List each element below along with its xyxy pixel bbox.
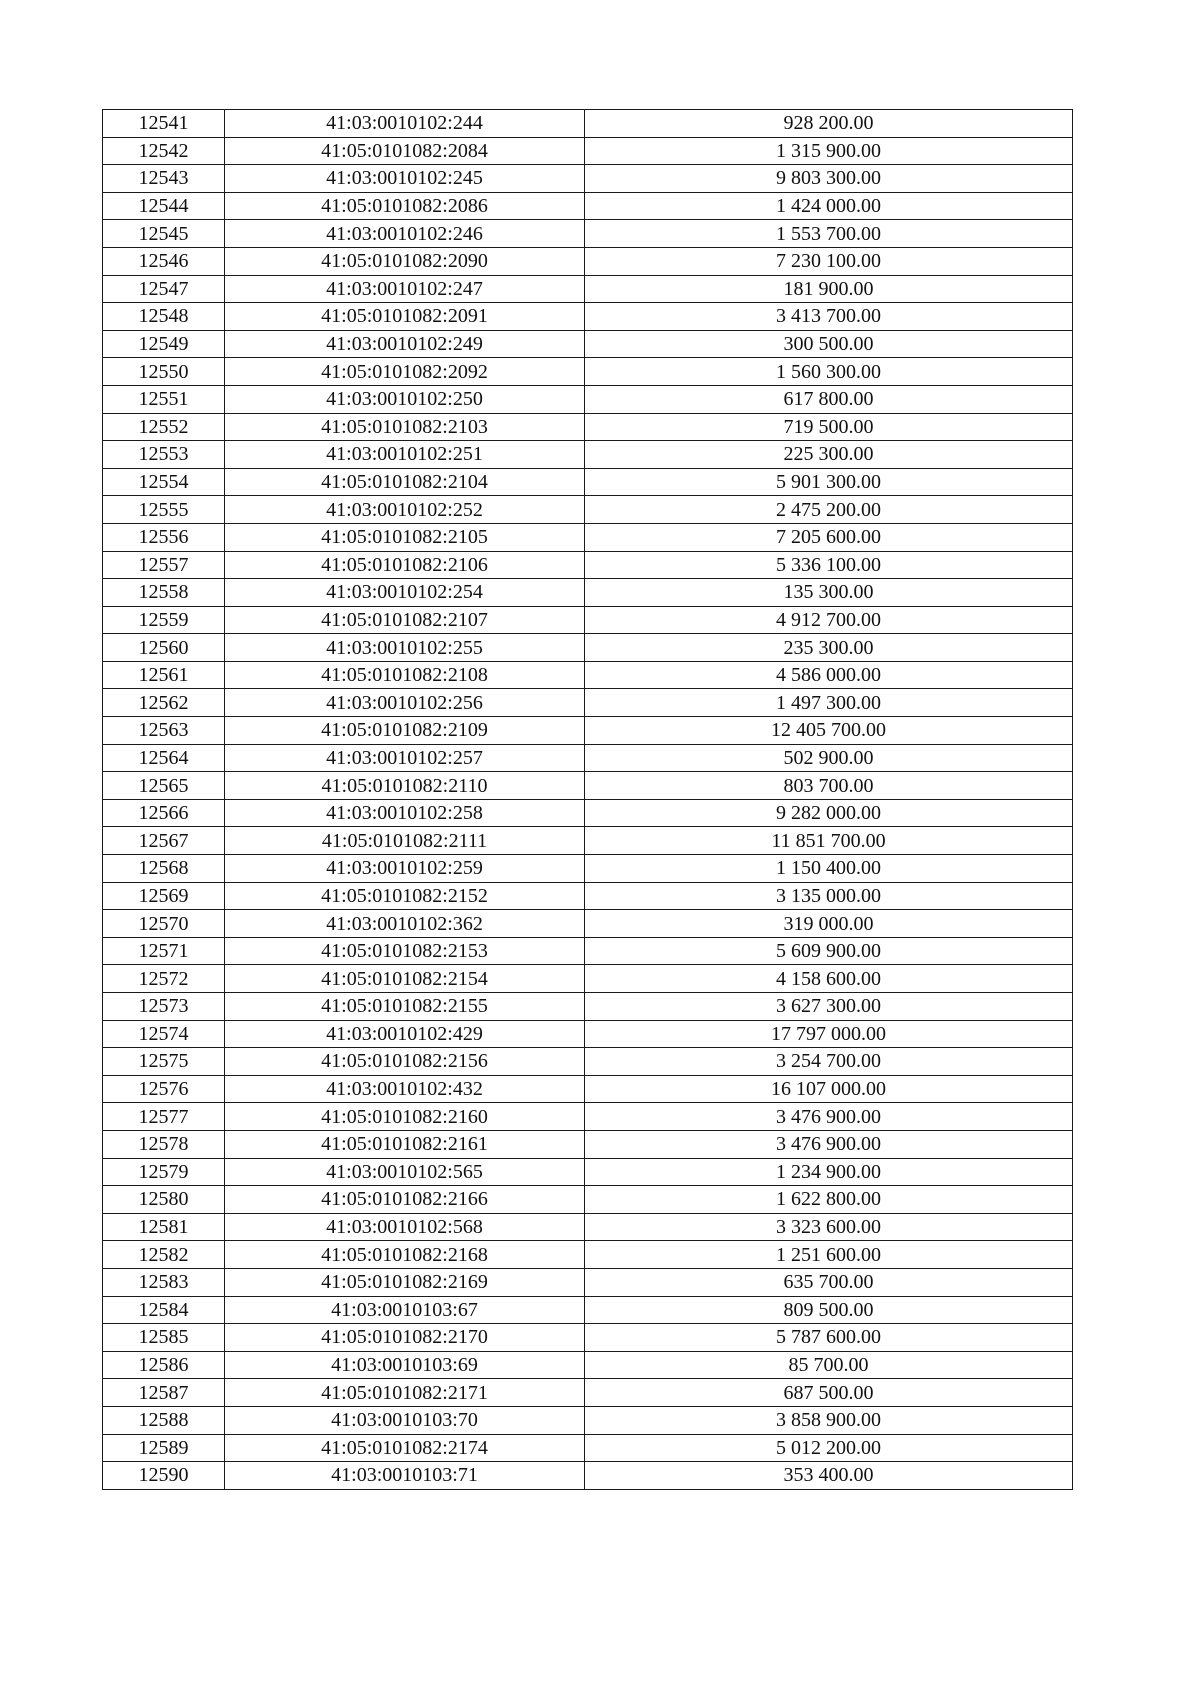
cadastral-value-cell: 235 300.00	[585, 634, 1073, 662]
cadastral-value-cell: 1 251 600.00	[585, 1241, 1073, 1269]
row-number-cell: 12558	[103, 579, 225, 607]
row-number-cell: 12550	[103, 358, 225, 386]
row-number-cell: 12564	[103, 744, 225, 772]
table-row	[103, 1241, 1073, 1269]
cadastral-value-cell: 1 424 000.00	[585, 192, 1073, 220]
cadastral-number-cell: 41:05:0101082:2092	[225, 358, 585, 386]
table-row	[103, 468, 1073, 496]
cadastral-value-cell: 635 700.00	[585, 1268, 1073, 1296]
cadastral-number-cell: 41:03:0010102:245	[225, 165, 585, 193]
table-row	[103, 413, 1073, 441]
cadastral-value-cell: 502 900.00	[585, 744, 1073, 772]
row-number-cell: 12590	[103, 1462, 225, 1490]
row-number-cell: 12559	[103, 606, 225, 634]
cadastral-value-cell: 319 000.00	[585, 910, 1073, 938]
cadastral-number-cell: 41:05:0101082:2084	[225, 137, 585, 165]
cadastral-value-cell: 3 254 700.00	[585, 1048, 1073, 1076]
table-row	[103, 303, 1073, 331]
cadastral-number-cell: 41:03:0010102:251	[225, 441, 585, 469]
cadastral-value-cell: 225 300.00	[585, 441, 1073, 469]
cadastral-value-cell: 3 476 900.00	[585, 1103, 1073, 1131]
row-number-cell: 12567	[103, 827, 225, 855]
cadastral-value-cell: 3 413 700.00	[585, 303, 1073, 331]
row-number-cell: 12585	[103, 1324, 225, 1352]
table-row	[103, 579, 1073, 607]
cadastral-number-cell: 41:03:0010102:259	[225, 855, 585, 883]
row-number-cell: 12581	[103, 1213, 225, 1241]
cadastral-number-cell: 41:05:0101082:2161	[225, 1130, 585, 1158]
row-number-cell: 12555	[103, 496, 225, 524]
table-row	[103, 772, 1073, 800]
cadastral-number-cell: 41:05:0101082:2169	[225, 1268, 585, 1296]
cadastral-value-cell: 809 500.00	[585, 1296, 1073, 1324]
table-row	[103, 1075, 1073, 1103]
row-number-cell: 12542	[103, 137, 225, 165]
row-number-cell: 12569	[103, 882, 225, 910]
cadastral-value-table	[102, 109, 1073, 1490]
cadastral-value-cell: 5 012 200.00	[585, 1434, 1073, 1462]
table-row	[103, 1268, 1073, 1296]
table-row	[103, 1434, 1073, 1462]
cadastral-number-cell: 41:03:0010102:244	[225, 110, 585, 138]
table-row	[103, 192, 1073, 220]
cadastral-value-cell: 3 858 900.00	[585, 1406, 1073, 1434]
cadastral-number-cell: 41:05:0101082:2160	[225, 1103, 585, 1131]
cadastral-number-cell: 41:05:0101082:2110	[225, 772, 585, 800]
cadastral-number-cell: 41:05:0101082:2108	[225, 661, 585, 689]
cadastral-number-cell: 41:03:0010103:70	[225, 1406, 585, 1434]
row-number-cell: 12572	[103, 965, 225, 993]
row-number-cell: 12551	[103, 385, 225, 413]
cadastral-number-cell: 41:05:0101082:2171	[225, 1379, 585, 1407]
cadastral-number-cell: 41:03:0010102:249	[225, 330, 585, 358]
row-number-cell: 12557	[103, 551, 225, 579]
cadastral-number-cell: 41:05:0101082:2086	[225, 192, 585, 220]
row-number-cell: 12547	[103, 275, 225, 303]
table-row	[103, 1379, 1073, 1407]
row-number-cell: 12573	[103, 993, 225, 1021]
row-number-cell: 12578	[103, 1130, 225, 1158]
cadastral-number-cell: 41:05:0101082:2091	[225, 303, 585, 331]
row-number-cell: 12571	[103, 937, 225, 965]
cadastral-value-cell: 4 586 000.00	[585, 661, 1073, 689]
cadastral-value-cell: 2 475 200.00	[585, 496, 1073, 524]
cadastral-number-cell: 41:03:0010102:565	[225, 1158, 585, 1186]
cadastral-number-cell: 41:05:0101082:2168	[225, 1241, 585, 1269]
cadastral-value-cell: 9 282 000.00	[585, 799, 1073, 827]
cadastral-number-cell: 41:05:0101082:2153	[225, 937, 585, 965]
table-row	[103, 689, 1073, 717]
table-row	[103, 220, 1073, 248]
cadastral-value-cell: 1 150 400.00	[585, 855, 1073, 883]
cadastral-number-cell: 41:03:0010102:429	[225, 1020, 585, 1048]
table-row	[103, 855, 1073, 883]
cadastral-number-cell: 41:05:0101082:2154	[225, 965, 585, 993]
cadastral-value-cell: 5 609 900.00	[585, 937, 1073, 965]
table-row	[103, 1103, 1073, 1131]
cadastral-value-cell: 1 622 800.00	[585, 1186, 1073, 1214]
table-row	[103, 1213, 1073, 1241]
row-number-cell: 12541	[103, 110, 225, 138]
row-number-cell: 12554	[103, 468, 225, 496]
row-number-cell: 12582	[103, 1241, 225, 1269]
cadastral-value-cell: 803 700.00	[585, 772, 1073, 800]
row-number-cell: 12584	[103, 1296, 225, 1324]
cadastral-value-cell: 1 234 900.00	[585, 1158, 1073, 1186]
cadastral-number-cell: 41:05:0101082:2107	[225, 606, 585, 634]
row-number-cell: 12562	[103, 689, 225, 717]
table-row	[103, 551, 1073, 579]
row-number-cell: 12575	[103, 1048, 225, 1076]
table-row	[103, 1186, 1073, 1214]
row-number-cell: 12548	[103, 303, 225, 331]
cadastral-number-cell: 41:03:0010102:256	[225, 689, 585, 717]
row-number-cell: 12544	[103, 192, 225, 220]
cadastral-number-cell: 41:05:0101082:2156	[225, 1048, 585, 1076]
cadastral-value-cell: 5 336 100.00	[585, 551, 1073, 579]
row-number-cell: 12589	[103, 1434, 225, 1462]
row-number-cell: 12577	[103, 1103, 225, 1131]
cadastral-value-cell: 9 803 300.00	[585, 165, 1073, 193]
table-row	[103, 441, 1073, 469]
cadastral-number-cell: 41:03:0010102:255	[225, 634, 585, 662]
cadastral-number-cell: 41:05:0101082:2104	[225, 468, 585, 496]
table-row	[103, 1130, 1073, 1158]
cadastral-number-cell: 41:03:0010103:67	[225, 1296, 585, 1324]
table-row	[103, 1296, 1073, 1324]
cadastral-value-cell: 181 900.00	[585, 275, 1073, 303]
table-row	[103, 606, 1073, 634]
table-row	[103, 965, 1073, 993]
cadastral-number-cell: 41:03:0010103:71	[225, 1462, 585, 1490]
cadastral-number-cell: 41:03:0010102:246	[225, 220, 585, 248]
table-row	[103, 523, 1073, 551]
table-row	[103, 1324, 1073, 1352]
table-row	[103, 910, 1073, 938]
row-number-cell: 12549	[103, 330, 225, 358]
row-number-cell: 12580	[103, 1186, 225, 1214]
row-number-cell: 12587	[103, 1379, 225, 1407]
table-row	[103, 937, 1073, 965]
cadastral-value-cell: 719 500.00	[585, 413, 1073, 441]
cadastral-value-cell: 3 627 300.00	[585, 993, 1073, 1021]
cadastral-value-cell: 687 500.00	[585, 1379, 1073, 1407]
cadastral-number-cell: 41:05:0101082:2170	[225, 1324, 585, 1352]
cadastral-number-cell: 41:03:0010102:252	[225, 496, 585, 524]
cadastral-number-cell: 41:03:0010102:250	[225, 385, 585, 413]
table-row	[103, 882, 1073, 910]
table-row	[103, 385, 1073, 413]
cadastral-number-cell: 41:05:0101082:2111	[225, 827, 585, 855]
cadastral-value-cell: 1 553 700.00	[585, 220, 1073, 248]
cadastral-number-cell: 41:03:0010102:432	[225, 1075, 585, 1103]
table-row	[103, 110, 1073, 138]
cadastral-number-cell: 41:05:0101082:2090	[225, 247, 585, 275]
cadastral-value-cell: 4 912 700.00	[585, 606, 1073, 634]
row-number-cell: 12568	[103, 855, 225, 883]
cadastral-number-cell: 41:05:0101082:2152	[225, 882, 585, 910]
cadastral-value-cell: 11 851 700.00	[585, 827, 1073, 855]
cadastral-value-cell: 1 315 900.00	[585, 137, 1073, 165]
row-number-cell: 12583	[103, 1268, 225, 1296]
row-number-cell: 12586	[103, 1351, 225, 1379]
row-number-cell: 12570	[103, 910, 225, 938]
cadastral-number-cell: 41:03:0010102:568	[225, 1213, 585, 1241]
cadastral-number-cell: 41:03:0010103:69	[225, 1351, 585, 1379]
row-number-cell: 12543	[103, 165, 225, 193]
cadastral-value-cell: 3 323 600.00	[585, 1213, 1073, 1241]
table-row	[103, 496, 1073, 524]
cadastral-value-cell: 5 787 600.00	[585, 1324, 1073, 1352]
table-row	[103, 661, 1073, 689]
cadastral-value-cell: 1 560 300.00	[585, 358, 1073, 386]
cadastral-value-cell: 3 135 000.00	[585, 882, 1073, 910]
cadastral-value-cell: 16 107 000.00	[585, 1075, 1073, 1103]
row-number-cell: 12552	[103, 413, 225, 441]
cadastral-number-cell: 41:05:0101082:2109	[225, 717, 585, 745]
row-number-cell: 12556	[103, 523, 225, 551]
cadastral-value-cell: 617 800.00	[585, 385, 1073, 413]
cadastral-number-cell: 41:05:0101082:2105	[225, 523, 585, 551]
row-number-cell: 12545	[103, 220, 225, 248]
table-row	[103, 1048, 1073, 1076]
row-number-cell: 12588	[103, 1406, 225, 1434]
row-number-cell: 12566	[103, 799, 225, 827]
cadastral-number-cell: 41:05:0101082:2155	[225, 993, 585, 1021]
cadastral-number-cell: 41:05:0101082:2106	[225, 551, 585, 579]
cadastral-value-cell: 17 797 000.00	[585, 1020, 1073, 1048]
row-number-cell: 12546	[103, 247, 225, 275]
cadastral-value-cell: 300 500.00	[585, 330, 1073, 358]
table-row	[103, 247, 1073, 275]
cadastral-number-cell: 41:05:0101082:2174	[225, 1434, 585, 1462]
cadastral-number-cell: 41:03:0010102:257	[225, 744, 585, 772]
table-row	[103, 1158, 1073, 1186]
cadastral-number-cell: 41:05:0101082:2166	[225, 1186, 585, 1214]
cadastral-value-cell: 4 158 600.00	[585, 965, 1073, 993]
table-row	[103, 358, 1073, 386]
row-number-cell: 12553	[103, 441, 225, 469]
table-row	[103, 827, 1073, 855]
cadastral-number-cell: 41:03:0010102:247	[225, 275, 585, 303]
row-number-cell: 12561	[103, 661, 225, 689]
table-row	[103, 1406, 1073, 1434]
cadastral-value-cell: 7 205 600.00	[585, 523, 1073, 551]
row-number-cell: 12565	[103, 772, 225, 800]
row-number-cell: 12574	[103, 1020, 225, 1048]
table-row	[103, 799, 1073, 827]
row-number-cell: 12563	[103, 717, 225, 745]
table-body	[103, 110, 1073, 1490]
table-row	[103, 744, 1073, 772]
table-row	[103, 1351, 1073, 1379]
table-row	[103, 275, 1073, 303]
row-number-cell: 12579	[103, 1158, 225, 1186]
cadastral-value-cell: 7 230 100.00	[585, 247, 1073, 275]
table-row	[103, 137, 1073, 165]
cadastral-number-cell: 41:03:0010102:254	[225, 579, 585, 607]
cadastral-value-cell: 928 200.00	[585, 110, 1073, 138]
cadastral-number-cell: 41:05:0101082:2103	[225, 413, 585, 441]
cadastral-value-cell: 12 405 700.00	[585, 717, 1073, 745]
cadastral-number-cell: 41:03:0010102:258	[225, 799, 585, 827]
cadastral-value-cell: 5 901 300.00	[585, 468, 1073, 496]
table-row	[103, 330, 1073, 358]
table-row	[103, 717, 1073, 745]
cadastral-number-cell: 41:03:0010102:362	[225, 910, 585, 938]
cadastral-value-cell: 1 497 300.00	[585, 689, 1073, 717]
row-number-cell: 12576	[103, 1075, 225, 1103]
cadastral-value-cell: 85 700.00	[585, 1351, 1073, 1379]
table-row	[103, 165, 1073, 193]
table-row	[103, 634, 1073, 662]
table-row	[103, 1462, 1073, 1490]
cadastral-value-cell: 353 400.00	[585, 1462, 1073, 1490]
cadastral-value-cell: 135 300.00	[585, 579, 1073, 607]
table-row	[103, 1020, 1073, 1048]
cadastral-value-cell: 3 476 900.00	[585, 1130, 1073, 1158]
table-row	[103, 993, 1073, 1021]
row-number-cell: 12560	[103, 634, 225, 662]
